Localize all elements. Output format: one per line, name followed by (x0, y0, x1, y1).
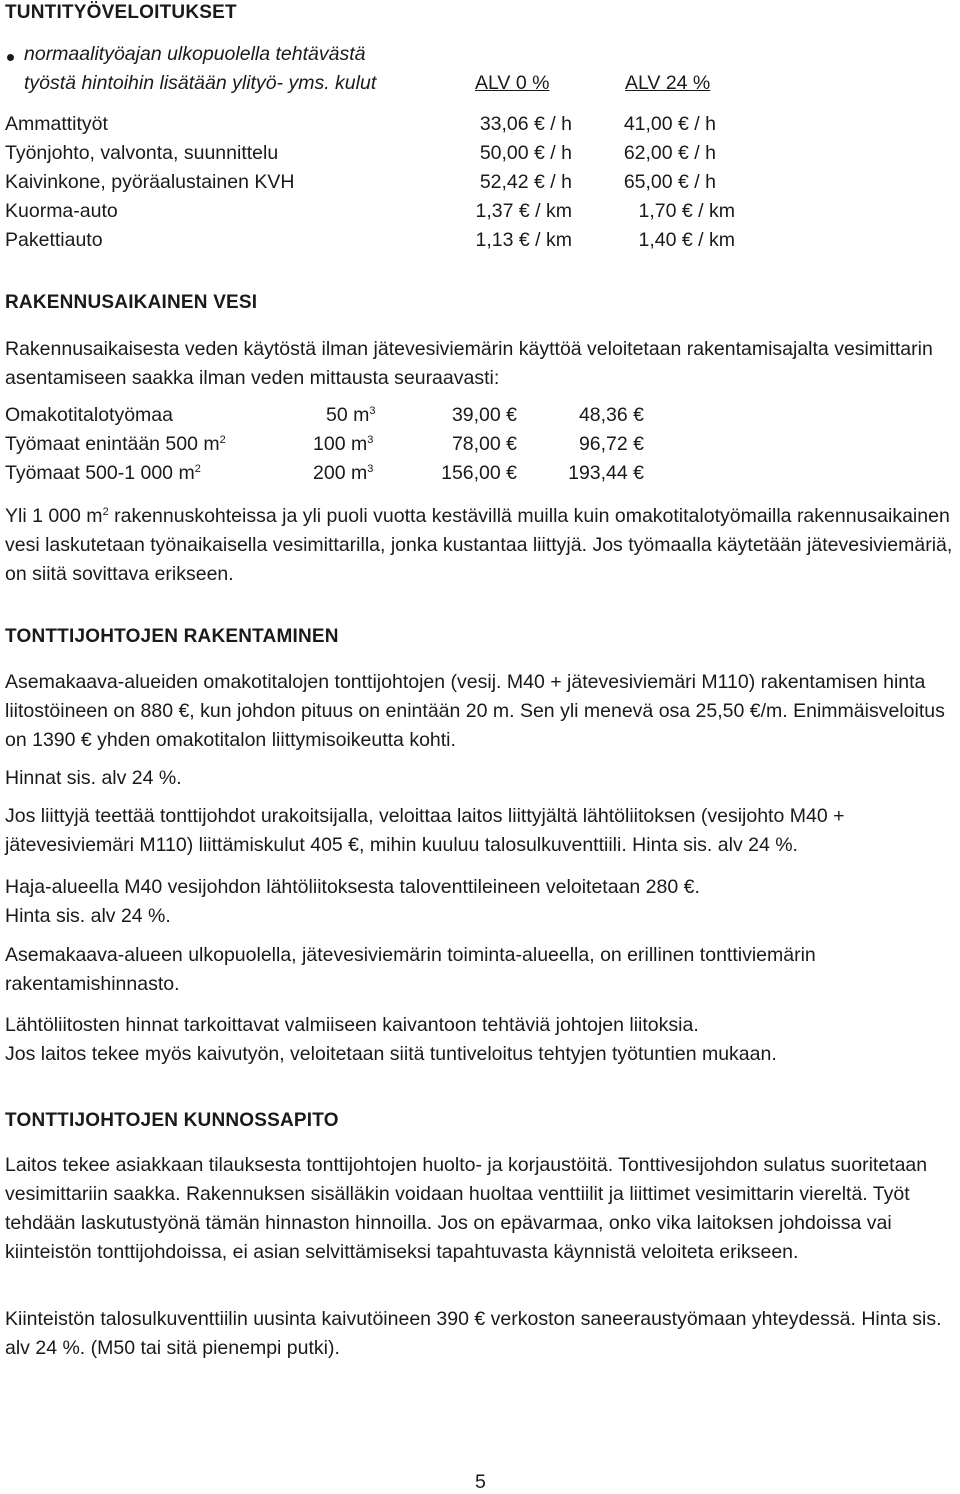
bullet-text-line2: työstä hintoihin lisätään ylityö- yms. kulut (24, 72, 377, 94)
water-row-volume: 200 $m^3$ (313, 462, 374, 484)
rate-alv0: 50,00 € / h (479, 142, 572, 164)
rate-label: Kuorma-auto (5, 200, 118, 222)
water-row-price-alv0: 78,00 € (451, 433, 517, 455)
rate-alv24: 41,00 € / h (623, 113, 716, 135)
rate-label: Kaivinkone, pyöräalustainen KVH (5, 171, 295, 193)
rate-alv0: 33,06 € / h (479, 113, 572, 135)
bullet-text-line1: normaalityöajan ulkopuolella tehtävästä (24, 43, 366, 65)
water-row-price-alv24: 193,44 € (568, 462, 644, 484)
paragraph-rural-area: Haja-alueella M40 vesijohdon lähtöliitoksesta taloventtileineen veloitetaan 280 €. Hinta sis. alv 24 %. (5, 876, 700, 927)
paragraph-maintenance: Laitos tekee asiakkaan tilauksesta tonttijohtojen huolto- ja korjaustöitä. Tonttivesijohdon sulatus suoritetaan vesimittariin saakka. Rakennuksen sisälläkin voidaan huoltaa venttiilit ja liittimet vesimittarin viereltä. Työt tehdään laskutustyönä tämän hinnaston hinnoilla. Jos on epävarmaa, onko vika laitoksen johdoissa vai kiinteistön tonttijohdoissa, ei asian selvittämiseksi tapahtuvasta käynnistä veloiteta erikseen. (5, 1154, 928, 1263)
paragraph-construction-price: Asemakaava-alueiden omakotitalojen tonttijohtojen (vesij. M40 + jätevesiviemäri M110) rakentamisen hinta liitostöineen on 880 €, kun johdon pituus on enintään 20 m. Sen yli menevä osa 25,50 €/m. Enimmäisveloitus on 1390 € yhden omakotitalon liittymisoikeutta kohti. (5, 671, 945, 751)
water-row-price-alv24: 48,36 € (578, 404, 644, 426)
rate-alv24: 62,00 € / h (623, 142, 716, 164)
water-row-volume: 100 $m^3$ (313, 433, 374, 455)
rate-label: Työnjohto, valvonta, suunnittelu (5, 142, 279, 164)
rate-label: Ammattityöt (5, 113, 108, 135)
rate-alv24: 1,70 € / km (638, 200, 735, 222)
water-row-label: Työmaat 500-1 000 $m^2$ (5, 462, 201, 484)
heading-rakennusaikainen-vesi: RAKENNUSAIKAINEN VESI (5, 292, 258, 313)
page-number: 5 (475, 1471, 486, 1493)
water-row-label: Työmaat enintään 500 $m^2$ (5, 433, 226, 455)
rate-alv0: 52,42 € / h (479, 171, 572, 193)
paragraph-connection-prices: Lähtöliitosten hinnat tarkoittavat valmiiseen kaivantoon tehtäviä johtojen liitoksia. Jos laitos tekee myös kaivutyön, veloitetaan siitä tuntiveloitus tehtyjen työtuntien mukaan. (5, 1014, 777, 1065)
rate-alv0: 1,13 € / km (475, 229, 572, 251)
water-row-price-alv24: 96,72 € (578, 433, 644, 455)
column-header-alv0: ALV 0 % (475, 72, 550, 94)
paragraph-contractor: Jos liittyjä teettää tonttijohdot urakoitsijalla, veloittaa laitos liittyjältä lähtöliitoksen (vesijohto M40 + jätevesiviemäri M110) liittämiskulut 405 €, mihin kuuluu talosulkuventtiili. Hinta sis. alv 24 %. (5, 805, 845, 856)
rate-label: Pakettiauto (5, 229, 103, 251)
water-row-price-alv0: 39,00 € (451, 404, 517, 426)
water-row-price-alv0: 156,00 € (441, 462, 517, 484)
paragraph-intro: Rakennusaikaisesta veden käytöstä ilman jätevesiviemärin käyttöä veloitetaan rakentamisajalta vesimittarin asentamiseen saakka ilman veden mittausta seuraavasti: (5, 338, 933, 389)
paragraph-valve-renewal: Kiinteistön talosulkuventtiilin uusinta kaivutöineen 390 € verkoston saneeraustyömaan yhteydessä. Hinta sis. alv 24 %. (M50 tai sitä pienempi putki). (5, 1308, 942, 1359)
rate-alv24: 1,40 € / km (638, 229, 735, 251)
bullet-icon (7, 54, 14, 61)
paragraph-outside-plan-area: Asemakaava-alueen ulkopuolella, jätevesiviemärin toiminta-alueella, on erillinen tonttiviemärin rakentamishinnasto. (5, 944, 816, 995)
rate-alv0: 1,37 € / km (475, 200, 572, 222)
paragraph-vat-note: Hinnat sis. alv 24 %. (5, 767, 182, 789)
water-row-label: Omakotitalotyömaa (5, 404, 173, 426)
column-header-alv24: ALV 24 % (625, 72, 711, 94)
heading-tonttijohtojen-rakentaminen: TONTTIJOHTOJEN RAKENTAMINEN (5, 626, 339, 647)
rate-alv24: 65,00 € / h (623, 171, 716, 193)
heading-tuntityoveloitukset: TUNTITYÖVELOITUKSET (5, 2, 237, 23)
heading-tonttijohtojen-kunnossapito: TONTTIJOHTOJEN KUNNOSSAPITO (5, 1110, 339, 1131)
paragraph-large-sites: Yli 1 000 $m^2$ rakennuskohteissa ja yli puoli vuotta kestävillä muilla kuin omakotitalotyömailla rakennusaikainen vesi laskutetaan työnaikaisella vesimittarilla, jonka kustantaa liittyjä. Jos työmaalla käytetään jätevesiviemäriä, on siitä sovittava erikseen. (5, 505, 953, 585)
water-row-volume: 50 $m^3$ (326, 404, 376, 426)
